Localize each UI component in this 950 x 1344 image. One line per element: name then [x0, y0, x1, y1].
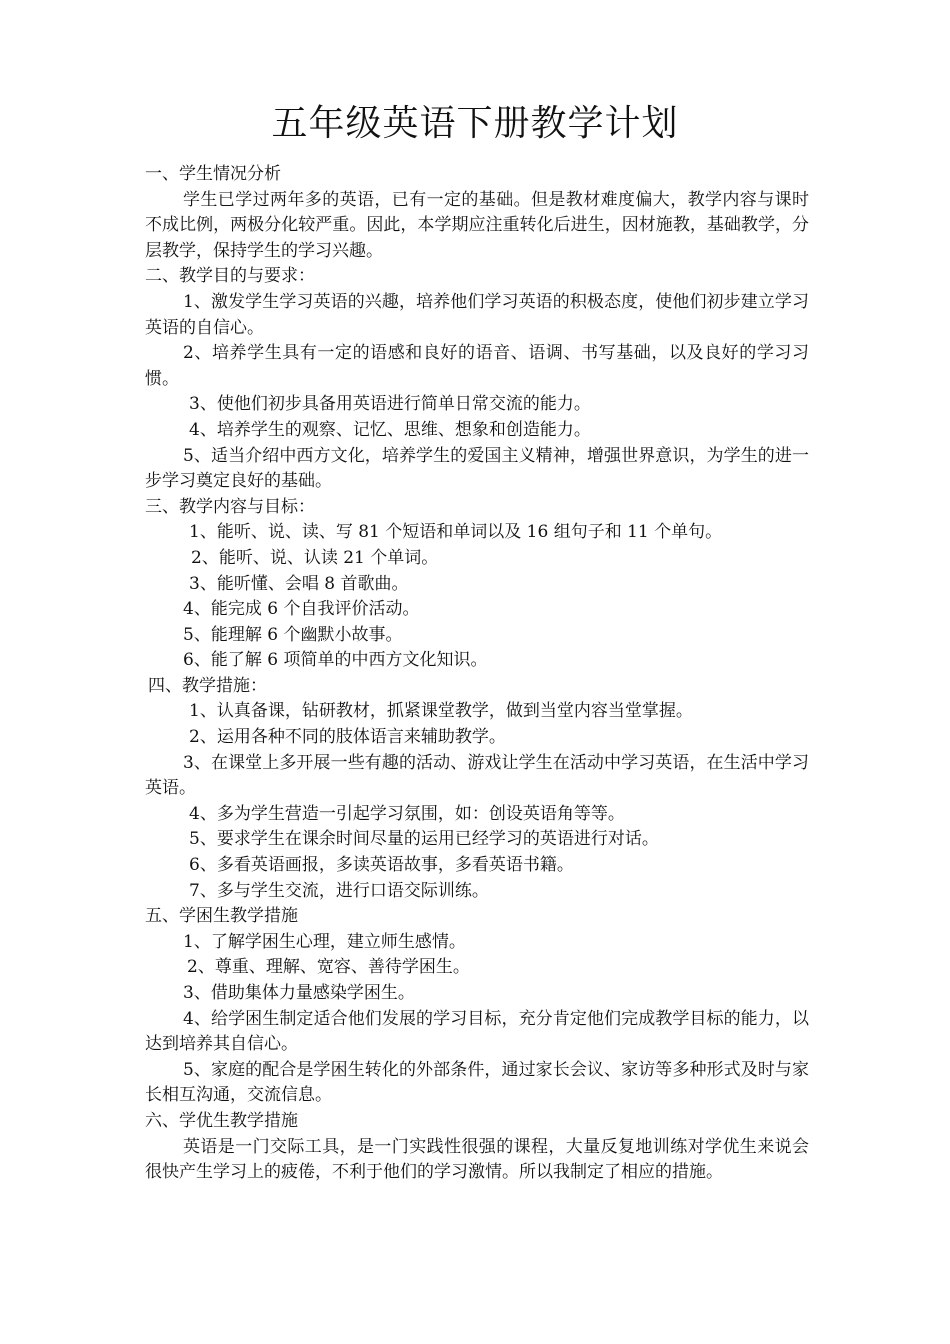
section-4-item-1: 1、认真备课，钻研教材，抓紧课堂教学，做到当堂内容当堂掌握。 [189, 701, 693, 722]
section-heading-2: 二、教学目的与要求： [145, 266, 315, 287]
section-5-item-5: 5、家庭的配合是学困生转化的外部条件，通过家长会议、家访等多种形式及时与家长相互沟通，交流信息。 [145, 1059, 809, 1106]
section-4-item-5: 5、要求学生在课余时间尽量的运用已经学习的英语进行对话。 [189, 829, 659, 850]
section-4-item-6: 6、多看英语画报，多读英语故事，多看英语书籍。 [189, 855, 574, 876]
section-5-item-3: 3、借助集体力量感染学困生。 [183, 983, 415, 1003]
section-3-item-4: 4、能完成 6 个自我评价活动。 [183, 599, 420, 620]
section-heading-6: 六、学优生教学措施 [145, 1110, 298, 1131]
document-title: 五年级英语下册教学计划 [271, 103, 679, 144]
section-6-paragraph-1: 英语是一门交际工具，是一门实践性很强的课程，大量反复地训练对学优生来说会很快产生学习上的疲倦，不利于他们的学习激情。所以我制定了相应的措施。 [145, 1136, 809, 1183]
section-2-item-4: 4、培养学生的观察、记忆、思维、想象和创造能力。 [189, 419, 591, 440]
section-5-item-2: 2、尊重、理解、宽容、善待学困生。 [187, 957, 470, 978]
section-1-paragraph-1: 学生已学过两年多的英语，已有一定的基础。但是教材难度偏大，教学内容与课时不成比例，两极分化较严重。因此，本学期应注重转化后进生，因材施教，基础教学，分层教学，保持学生的学习兴趣。 [145, 189, 809, 261]
section-4-item-2: 2、运用各种不同的肢体语言来辅助教学。 [189, 727, 506, 748]
section-2-item-1: 1、激发学生学习英语的兴趣，培养他们学习英语的积极态度，使他们初步建立学习英语的自信心。 [145, 291, 809, 338]
section-heading-4: 四、教学措施： [148, 675, 267, 696]
section-2-item-2: 2、培养学生具有一定的语感和良好的语音、语调、书写基础，以及良好的学习习惯。 [145, 343, 809, 389]
section-3-item-3: 3、能听懂、会唱 8 首歌曲。 [189, 573, 409, 594]
section-4-item-3: 3、在课堂上多开展一些有趣的活动、游戏让学生在活动中学习英语，在生活中学习英语。 [145, 752, 809, 799]
section-3-item-2: 2、能听、说、认读 21 个单词。 [191, 547, 439, 568]
section-heading-1: 一、学生情况分析 [145, 164, 281, 184]
section-2-item-3: 3、使他们初步具备用英语进行简单日常交流的能力。 [189, 394, 591, 415]
document-body [145, 162, 809, 1186]
section-heading-3: 三、教学内容与目标： [145, 496, 315, 517]
section-4-item-4: 4、多为学生营造一引起学习氛围，如：创设英语角等等。 [189, 803, 625, 824]
section-3-item-1: 1、能听、说、读、写 81 个短语和单词以及 16 组句子和 11 个单句。 [189, 522, 723, 543]
section-4-item-7: 7、多与学生交流，进行口语交际训练。 [189, 880, 489, 901]
section-5-item-4: 4、给学困生制定适合他们发展的学习目标，充分肯定他们完成教学目标的能力，以达到培养其自信心。 [145, 1008, 809, 1055]
section-2-item-5: 5、适当介绍中西方文化，培养学生的爱国主义精神，增强世界意识，为学生的进一步学习奠定良好的基础。 [145, 445, 809, 492]
section-heading-5: 五、学困生教学措施 [145, 906, 298, 927]
section-5-item-1: 1、了解学困生心理，建立师生感情。 [183, 931, 466, 952]
section-3-item-6: 6、能了解 6 项简单的中西方文化知识。 [183, 650, 488, 671]
section-3-item-5: 5、能理解 6 个幽默小故事。 [183, 624, 403, 645]
